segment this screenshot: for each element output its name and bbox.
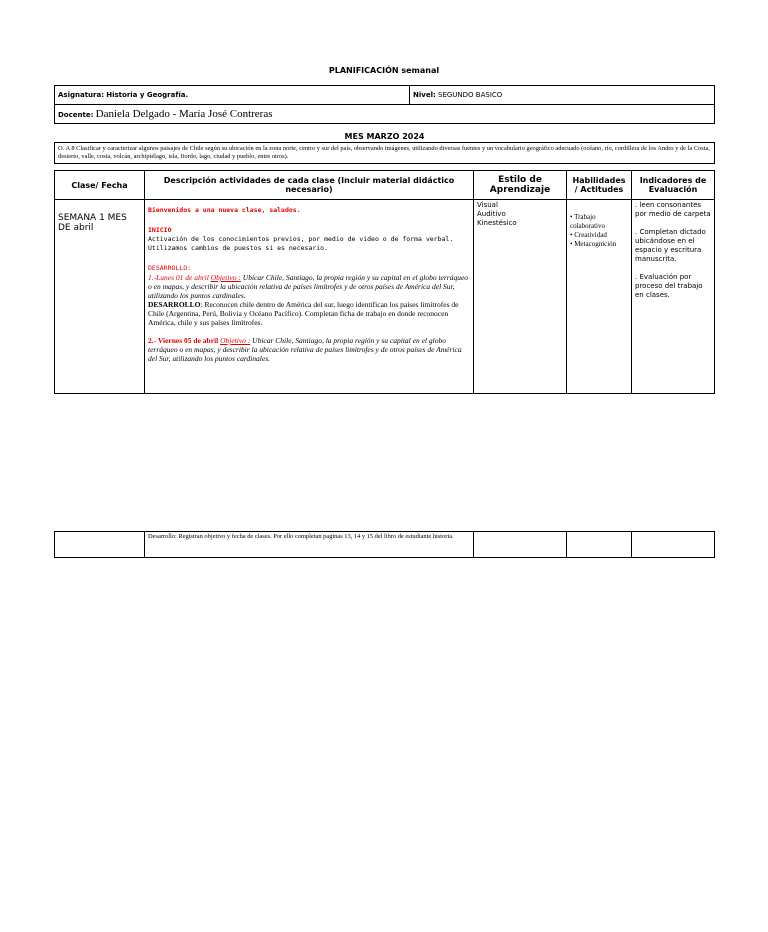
habilidad-creatividad: • Creatividad xyxy=(570,231,607,239)
estilo-kinestesico: Kinestésico xyxy=(477,219,517,227)
clase-cell: SEMANA 1 MES DE abril xyxy=(55,200,145,394)
inicio-label: INICIO xyxy=(148,226,172,234)
estilo-auditivo: Auditivo xyxy=(477,210,506,218)
indicador-3: . Evaluación por proceso del trabajo en clases. xyxy=(635,273,703,299)
col-indicadores: Indicadores de Evaluación xyxy=(632,171,715,200)
continuation-table xyxy=(54,531,715,558)
objetivo2-text: Ubicar Chile, Santiago, la propia región y su capital en el globo terráqueo o en mapas, y describir la ubicación relativa de países limítrofes y de otros países de América del Sur, utilizando los puntos cardinales. xyxy=(148,336,462,363)
indicadores-cell xyxy=(632,200,715,394)
col-estilo: Estilo de Aprendizaje xyxy=(474,171,567,200)
clase1-date: 1.-Lunes 01 de abril xyxy=(148,273,209,282)
docente-label: Docente: xyxy=(58,111,94,119)
desarrollo2-label: DESARROLLO xyxy=(148,300,201,309)
habilidad-trabajo: • Trabajo colaborativo xyxy=(570,213,605,230)
asignatura-value: Historia y Geografía. xyxy=(106,91,189,99)
indicador-2: . Completan dictado ubicándose en el espacio y escritura manuscrita. xyxy=(635,228,706,263)
asignatura-cell xyxy=(55,86,410,105)
clase2-date: 2.- Viernes 05 de abril xyxy=(148,336,219,345)
col-habilidades: Habilidades / Actitudes xyxy=(567,171,632,200)
nivel-value: SEGUNDO BASICO xyxy=(438,91,503,99)
month-heading: MES MARZO 2024 xyxy=(344,132,425,141)
table-header-row xyxy=(55,171,715,200)
header-table xyxy=(54,85,715,124)
desarrollo2-text: : Reconocen chile dentro de América del sur, luego identifican los países limítrofes de Chile (Argentina, Perú, Bolivia y Océano Pacífico). Completan ficha de trabajo en donde reconocen América, chile y sus países limítrofes. xyxy=(148,300,459,327)
docente-value: Daniela Delgado - María José Contreras xyxy=(95,108,273,120)
clase-cell-empty xyxy=(55,532,145,558)
nivel-label: Nivel: xyxy=(413,91,436,99)
table-row xyxy=(55,532,715,558)
page-title: PLANIFICACIÓN semanal xyxy=(328,66,440,75)
estilo-cell xyxy=(474,200,567,394)
bienvenida-text: Bienvenidos a una nueva clase, saludos. xyxy=(148,206,301,214)
habilidades-cell-empty xyxy=(567,532,632,558)
nivel-cell xyxy=(410,86,715,105)
habilidad-metacognicion: • Metacognición xyxy=(570,240,617,248)
planning-table xyxy=(54,170,715,394)
objetivo1-label: Objetivo : xyxy=(210,273,241,282)
objetivo-aprendizaje: O. A 8 Clasificar y caracterizar algunos paisajes de Chile según su ubicación en la zona norte, centro y sur del país, observando imágenes, utilizando diversas fuentes y un vocabulario geográfico adecuado (océano, río, cordillera de los Andes y de la Costa, desierto, valle, costa, volcán, archipiélago, isla, fiordo, lago, ciudad y pueblo, entre otros). xyxy=(54,142,715,164)
indicador-1: . leen consonantes por medio de carpeta xyxy=(635,201,711,218)
asignatura-label: Asignatura: xyxy=(58,91,105,99)
objetivo1-text: Ubicar Chile, Santiago, la propia región y su capital en el globo terráqueo o en mapas, y describir la ubicación relativa de países limítrofes y de otros países de América del Sur, utilizando los puntos cardinales. xyxy=(148,273,469,300)
descripcion-cell: Desarrollo: Registran objetivo y fecha de clases. Por ello completan paginas 13, 14 y 15 del libro de estudiante historia. xyxy=(145,532,474,558)
estilo-visual: Visual xyxy=(477,201,498,209)
col-descripcion: Descripción actividades de cada clase (Incluir material didáctico necesario) xyxy=(145,171,474,200)
col-clase: Clase/ Fecha xyxy=(55,171,145,200)
indicadores-cell-empty xyxy=(632,532,715,558)
descripcion-cell xyxy=(145,200,474,394)
docente-cell xyxy=(55,105,715,124)
inicio-text: Activación de los conocimientos previos, por medio de video o de forma verbal. Utilizamos cambios de puestos si es necesario. xyxy=(148,235,454,252)
habilidades-cell xyxy=(567,200,632,394)
objetivo2-label: Objetivo : xyxy=(220,336,251,345)
table-row xyxy=(55,200,715,394)
desarrollo-label: DESARROLLO: xyxy=(148,264,192,272)
estilo-cell-empty xyxy=(474,532,567,558)
